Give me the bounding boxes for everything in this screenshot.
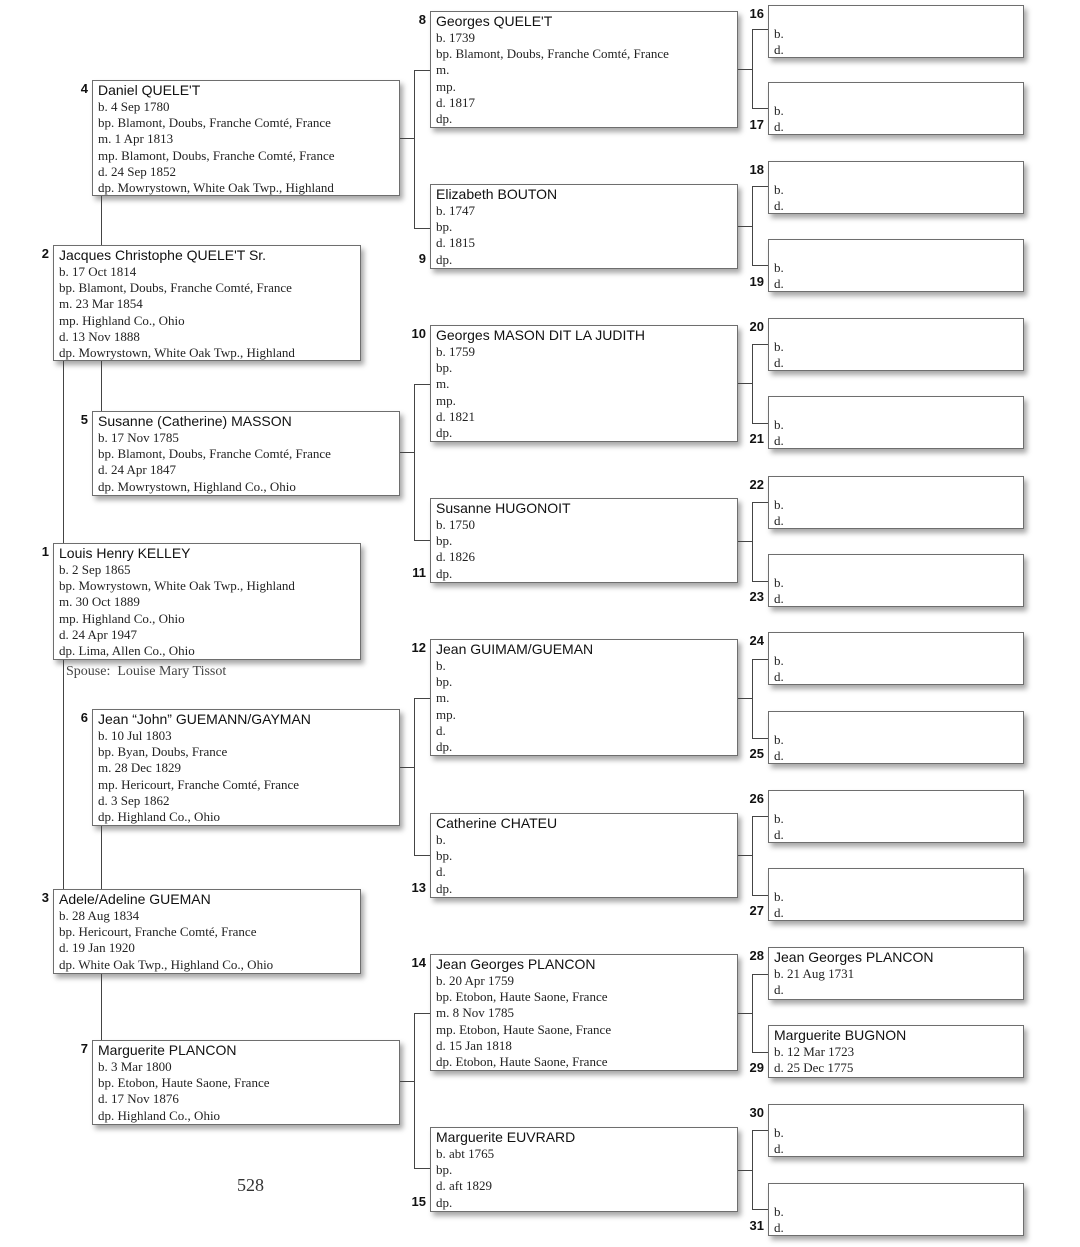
person-detail: d. 1817 bbox=[436, 94, 475, 110]
connector-bracket bbox=[752, 581, 768, 582]
connector-bracket bbox=[752, 344, 768, 345]
ancestor-number: 19 bbox=[749, 274, 764, 289]
connector-line bbox=[63, 660, 64, 889]
connector-bracket bbox=[738, 69, 752, 70]
person-detail: b. abt 1765 bbox=[436, 1146, 495, 1161]
person-detail: d. aft 1829 bbox=[436, 1178, 492, 1194]
ancestor-number: 27 bbox=[749, 903, 764, 918]
person-box-5 bbox=[92, 411, 400, 496]
person-detail: b. bbox=[774, 497, 784, 512]
ancestor-number: 4 bbox=[80, 81, 88, 96]
person-box-15 bbox=[430, 1127, 738, 1212]
person-detail: dp. bbox=[436, 251, 453, 267]
person-detail: bp. bbox=[436, 360, 453, 376]
person-detail: b. bbox=[774, 653, 784, 668]
person-detail: d. 25 Dec 1775 bbox=[774, 1060, 854, 1076]
connector-bracket bbox=[414, 698, 430, 699]
ancestor-number: 7 bbox=[80, 1041, 88, 1056]
connector-bracket bbox=[414, 70, 430, 71]
ancestor-number: 23 bbox=[749, 589, 764, 604]
connector-bracket bbox=[400, 1081, 414, 1082]
person-detail: b. 28 Aug 1834 bbox=[59, 908, 140, 923]
connector-bracket bbox=[738, 541, 752, 542]
person-name bbox=[774, 400, 1023, 417]
spouse-name: Louise Mary Tissot bbox=[117, 664, 227, 679]
ancestor-number: 10 bbox=[411, 326, 426, 341]
person-box-20 bbox=[768, 318, 1024, 371]
person-detail: d. bbox=[774, 982, 784, 998]
connector-bracket bbox=[738, 1013, 752, 1014]
connector-bracket bbox=[400, 767, 414, 768]
person-name: Elizabeth BOUTON bbox=[436, 186, 558, 202]
person-detail: d. bbox=[774, 433, 784, 449]
person-name: Marguerite EUVRARD bbox=[436, 1129, 576, 1145]
person-name bbox=[774, 794, 1023, 811]
ancestor-number: 2 bbox=[41, 246, 49, 261]
person-detail: dp. bbox=[436, 565, 453, 581]
person-detail: d. bbox=[774, 355, 784, 371]
person-detail: d. 1821 bbox=[436, 408, 475, 424]
person-box-9 bbox=[430, 184, 738, 269]
person-name: Susanne (Catherine) MASSON bbox=[98, 413, 292, 429]
connector-bracket bbox=[752, 502, 753, 581]
connector-bracket bbox=[752, 108, 768, 109]
ancestor-number: 3 bbox=[41, 890, 49, 905]
connector-bracket bbox=[752, 974, 768, 975]
person-detail: b. 21 Aug 1731 bbox=[774, 966, 855, 981]
person-detail: d. bbox=[774, 1141, 784, 1157]
person-detail: b. bbox=[774, 26, 784, 41]
person-detail: dp. bbox=[436, 425, 453, 441]
person-name bbox=[774, 1187, 1023, 1204]
connector-bracket bbox=[414, 70, 415, 228]
person-detail: m. bbox=[436, 690, 450, 706]
ancestor-number: 6 bbox=[80, 710, 88, 725]
person-detail: bp. bbox=[436, 533, 453, 549]
person-detail: d. bbox=[774, 513, 784, 529]
person-detail: mp. bbox=[436, 78, 456, 94]
person-name: Jacques Christophe QUELE'T Sr. bbox=[59, 247, 267, 263]
person-name bbox=[774, 165, 1023, 182]
connector-bracket bbox=[738, 383, 752, 384]
ancestor-number: 26 bbox=[749, 791, 764, 806]
person-detail: d. bbox=[774, 42, 784, 58]
person-box-23 bbox=[768, 554, 1024, 607]
person-box-19 bbox=[768, 239, 1024, 292]
person-detail: b. 20 Apr 1759 bbox=[436, 973, 514, 988]
person-detail: b. bbox=[774, 103, 784, 118]
person-box-24 bbox=[768, 632, 1024, 685]
person-detail: d. bbox=[774, 198, 784, 214]
person-detail: bp. bbox=[436, 219, 453, 235]
person-detail: d. 15 Jan 1818 bbox=[436, 1037, 512, 1053]
person-box-4 bbox=[92, 80, 400, 196]
person-detail: dp. White Oak Twp., Highland Co., Ohio bbox=[59, 956, 274, 972]
connector-bracket bbox=[752, 1052, 768, 1053]
person-detail: dp. bbox=[436, 739, 453, 755]
ancestor-number: 31 bbox=[749, 1218, 764, 1233]
person-detail: b. 1759 bbox=[436, 344, 475, 359]
person-detail: bp. bbox=[436, 674, 453, 690]
person-detail: d. 3 Sep 1862 bbox=[98, 792, 170, 808]
person-name: Jean Georges PLANCON bbox=[436, 956, 596, 972]
person-detail: d. 1826 bbox=[436, 549, 475, 565]
connector-bracket bbox=[752, 1130, 753, 1209]
connector-bracket bbox=[752, 895, 768, 896]
person-detail: d. 24 Apr 1947 bbox=[59, 626, 137, 642]
person-name bbox=[774, 872, 1023, 889]
person-box-28 bbox=[768, 947, 1024, 1000]
person-detail: m. bbox=[436, 376, 450, 392]
person-box-21 bbox=[768, 396, 1024, 449]
spouse-label: Spouse: bbox=[66, 664, 111, 679]
connector-bracket bbox=[752, 974, 753, 1052]
connector-bracket bbox=[400, 138, 414, 139]
person-detail: mp. Highland Co., Ohio bbox=[59, 610, 185, 626]
person-detail: dp. Etobon, Haute Saone, France bbox=[436, 1054, 608, 1070]
ancestor-number: 24 bbox=[749, 633, 764, 648]
connector-bracket bbox=[752, 1209, 768, 1210]
ancestor-number: 9 bbox=[418, 251, 426, 266]
person-name bbox=[774, 1108, 1023, 1125]
person-detail: b. bbox=[774, 811, 784, 826]
connector-bracket bbox=[414, 855, 430, 856]
connector-bracket bbox=[752, 344, 753, 423]
person-detail: dp. Mowrystown, White Oak Twp., Highland bbox=[98, 180, 334, 196]
person-detail: b. 10 Jul 1803 bbox=[98, 728, 172, 743]
person-detail: b. 12 Mar 1723 bbox=[774, 1044, 855, 1059]
person-detail: d. bbox=[774, 669, 784, 685]
person-detail: bp. Etobon, Haute Saone, France bbox=[436, 989, 608, 1005]
page-number: 528 bbox=[237, 1175, 264, 1195]
person-box-3 bbox=[53, 889, 361, 974]
person-name: Adele/Adeline GUEMAN bbox=[59, 891, 211, 907]
ancestor-number: 21 bbox=[749, 431, 764, 446]
connector-bracket bbox=[738, 1170, 752, 1171]
person-detail: d. 24 Sep 1852 bbox=[98, 163, 176, 179]
person-box-2 bbox=[53, 245, 361, 361]
person-detail: d. 24 Apr 1847 bbox=[98, 462, 176, 478]
person-detail: d. 17 Nov 1876 bbox=[98, 1091, 179, 1107]
person-detail: bp. Etobon, Haute Saone, France bbox=[98, 1075, 270, 1091]
person-detail: bp. Blamont, Doubs, Franche Comté, France bbox=[59, 280, 292, 296]
person-detail: b. bbox=[774, 260, 784, 275]
ancestor-number: 17 bbox=[749, 117, 764, 132]
person-name bbox=[774, 558, 1023, 575]
connector-bracket bbox=[752, 29, 768, 30]
connector-line bbox=[101, 361, 102, 411]
person-detail: bp. Hericourt, Franche Comté, France bbox=[59, 924, 257, 940]
connector-bracket bbox=[752, 816, 768, 817]
person-detail: b. bbox=[774, 889, 784, 904]
person-box-17 bbox=[768, 82, 1024, 135]
person-name: Louis Henry KELLEY bbox=[59, 545, 191, 561]
person-detail: b. bbox=[774, 339, 784, 354]
connector-line bbox=[101, 974, 102, 1040]
person-detail: b. bbox=[436, 832, 446, 847]
person-box-1 bbox=[53, 543, 361, 660]
person-box-13 bbox=[430, 813, 738, 898]
person-detail: b. bbox=[436, 658, 446, 673]
person-detail: bp. Blamont, Doubs, Franche Comté, France bbox=[98, 446, 331, 462]
person-detail: b. 1739 bbox=[436, 30, 475, 45]
person-box-14 bbox=[430, 954, 738, 1071]
person-name: Jean Georges PLANCON bbox=[774, 949, 934, 965]
person-detail: b. bbox=[774, 1125, 784, 1140]
person-detail: dp. Highland Co., Ohio bbox=[98, 1107, 221, 1123]
person-name: Georges MASON DIT LA JUDITH bbox=[436, 327, 646, 343]
person-detail: m. 30 Oct 1889 bbox=[59, 594, 140, 610]
person-box-8 bbox=[430, 11, 738, 128]
person-detail: b. 17 Oct 1814 bbox=[59, 264, 137, 279]
connector-bracket bbox=[414, 228, 430, 229]
connector-bracket bbox=[752, 265, 768, 266]
person-detail: dp. Highland Co., Ohio bbox=[98, 809, 221, 825]
person-detail: mp. Etobon, Haute Saone, France bbox=[436, 1021, 612, 1037]
person-box-22 bbox=[768, 476, 1024, 529]
person-detail: m. bbox=[436, 62, 450, 78]
person-detail: d. 19 Jan 1920 bbox=[59, 940, 135, 956]
connector-bracket bbox=[738, 698, 752, 699]
ancestor-number: 20 bbox=[749, 319, 764, 334]
person-detail: d. bbox=[436, 864, 446, 880]
person-name: Catherine CHATEU bbox=[436, 815, 558, 831]
connector-bracket bbox=[752, 29, 753, 108]
connector-line bbox=[63, 361, 64, 543]
person-detail: dp. Mowrystown, Highland Co., Ohio bbox=[98, 478, 296, 494]
person-name bbox=[774, 86, 1023, 103]
person-box-12 bbox=[430, 639, 738, 756]
connector-bracket bbox=[414, 540, 430, 541]
person-detail: d. 13 Nov 1888 bbox=[59, 328, 140, 344]
ancestor-number: 30 bbox=[749, 1105, 764, 1120]
person-detail: bp. Byan, Doubs, France bbox=[98, 744, 228, 760]
person-detail: b. 17 Nov 1785 bbox=[98, 430, 179, 445]
person-detail: b. bbox=[774, 417, 784, 432]
person-detail: dp. Mowrystown, White Oak Twp., Highland bbox=[59, 345, 295, 361]
person-box-6 bbox=[92, 709, 400, 826]
person-name bbox=[774, 322, 1023, 339]
connector-bracket bbox=[752, 423, 768, 424]
person-detail: dp. bbox=[436, 111, 453, 127]
spouse-note bbox=[66, 664, 226, 680]
person-detail: b. bbox=[774, 1204, 784, 1219]
person-name: Marguerite BUGNON bbox=[774, 1027, 907, 1043]
ancestor-number: 18 bbox=[749, 162, 764, 177]
person-detail: bp. Mowrystown, White Oak Twp., Highland bbox=[59, 578, 295, 594]
person-detail: d. 1815 bbox=[436, 235, 475, 251]
connector-bracket bbox=[400, 452, 414, 453]
person-detail: mp. Hericourt, Franche Comté, France bbox=[98, 776, 300, 792]
person-box-26 bbox=[768, 790, 1024, 843]
person-detail: b. 1750 bbox=[436, 517, 475, 532]
person-detail: dp. bbox=[436, 880, 453, 896]
connector-bracket bbox=[414, 1013, 415, 1168]
person-detail: m. 1 Apr 1813 bbox=[98, 131, 174, 147]
person-detail: d. bbox=[774, 905, 784, 921]
person-detail: b. 4 Sep 1780 bbox=[98, 99, 170, 114]
person-box-25 bbox=[768, 711, 1024, 764]
connector-bracket bbox=[752, 186, 753, 265]
ancestor-number: 15 bbox=[411, 1194, 426, 1209]
person-box-11 bbox=[430, 498, 738, 583]
person-box-27 bbox=[768, 868, 1024, 921]
person-detail: m. 28 Dec 1829 bbox=[98, 760, 182, 776]
connector-line bbox=[101, 826, 102, 889]
connector-bracket bbox=[414, 1168, 430, 1169]
connector-line bbox=[101, 196, 102, 245]
person-name: Jean GUIMAM/GUEMAN bbox=[436, 641, 594, 657]
person-name: Marguerite PLANCON bbox=[98, 1042, 237, 1058]
person-box-30 bbox=[768, 1104, 1024, 1157]
connector-bracket bbox=[752, 738, 768, 739]
ancestor-number: 8 bbox=[418, 12, 426, 27]
person-detail: b. bbox=[774, 182, 784, 197]
connector-bracket bbox=[752, 659, 753, 738]
person-detail: bp. Blamont, Doubs, Franche Comté, France bbox=[98, 115, 331, 131]
connector-bracket bbox=[752, 1130, 768, 1131]
connector-bracket bbox=[752, 659, 768, 660]
ancestor-number: 25 bbox=[749, 746, 764, 761]
person-detail: d. bbox=[436, 722, 446, 738]
person-detail: mp. Highland Co., Ohio bbox=[59, 312, 185, 328]
person-name bbox=[774, 9, 1023, 26]
person-box-7 bbox=[92, 1040, 400, 1125]
person-name: Susanne HUGONOIT bbox=[436, 500, 571, 516]
connector-bracket bbox=[752, 502, 768, 503]
ancestor-number: 13 bbox=[411, 880, 426, 895]
person-detail: d. bbox=[774, 1220, 784, 1236]
ancestor-number: 12 bbox=[411, 640, 426, 655]
ancestor-number: 5 bbox=[80, 412, 88, 427]
person-name bbox=[774, 243, 1023, 260]
person-detail: bp. bbox=[436, 1162, 453, 1178]
person-name: Georges QUELE'T bbox=[436, 13, 553, 29]
ancestor-number: 1 bbox=[41, 544, 49, 559]
person-box-29 bbox=[768, 1025, 1024, 1078]
connector-bracket bbox=[738, 226, 752, 227]
person-detail: d. bbox=[774, 827, 784, 843]
person-detail: d. bbox=[774, 119, 784, 135]
person-detail: dp. bbox=[436, 1194, 453, 1210]
connector-bracket bbox=[738, 855, 752, 856]
person-box-16 bbox=[768, 5, 1024, 58]
connector-bracket bbox=[414, 698, 415, 855]
person-detail: d. bbox=[774, 748, 784, 764]
connector-bracket bbox=[414, 384, 415, 540]
ancestor-number: 29 bbox=[749, 1060, 764, 1075]
person-name bbox=[774, 480, 1023, 497]
person-detail: b. bbox=[774, 732, 784, 747]
person-detail: b. 3 Mar 1800 bbox=[98, 1059, 172, 1074]
person-detail: d. bbox=[774, 591, 784, 607]
person-detail: bp. bbox=[436, 848, 453, 864]
person-name bbox=[774, 715, 1023, 732]
connector-bracket bbox=[414, 384, 430, 385]
person-detail: mp. bbox=[436, 392, 456, 408]
connector-bracket bbox=[752, 816, 753, 895]
person-detail: b. 1747 bbox=[436, 203, 475, 218]
person-box-18 bbox=[768, 161, 1024, 214]
person-detail: mp. Blamont, Doubs, Franche Comté, France bbox=[98, 147, 335, 163]
person-detail: b. 2 Sep 1865 bbox=[59, 562, 131, 577]
person-box-10 bbox=[430, 325, 738, 442]
person-detail: bp. Blamont, Doubs, Franche Comté, France bbox=[436, 46, 669, 62]
connector-bracket bbox=[752, 186, 768, 187]
person-detail: d. bbox=[774, 276, 784, 292]
ancestor-number: 14 bbox=[411, 955, 426, 970]
ancestor-number: 11 bbox=[412, 565, 426, 580]
person-box-31 bbox=[768, 1183, 1024, 1236]
person-detail: dp. Lima, Allen Co., Ohio bbox=[59, 643, 195, 659]
ancestor-number: 28 bbox=[749, 948, 764, 963]
connector-bracket bbox=[414, 1013, 430, 1014]
person-name: Jean “John” GUEMANN/GAYMAN bbox=[98, 711, 311, 727]
ancestor-number: 22 bbox=[749, 477, 764, 492]
person-detail: mp. bbox=[436, 706, 456, 722]
ancestor-number: 16 bbox=[749, 6, 764, 21]
person-detail: b. bbox=[774, 575, 784, 590]
person-detail: m. 8 Nov 1785 bbox=[436, 1005, 514, 1021]
person-name bbox=[774, 636, 1023, 653]
person-name: Daniel QUELE'T bbox=[98, 82, 201, 98]
person-detail: m. 23 Mar 1854 bbox=[59, 296, 143, 312]
